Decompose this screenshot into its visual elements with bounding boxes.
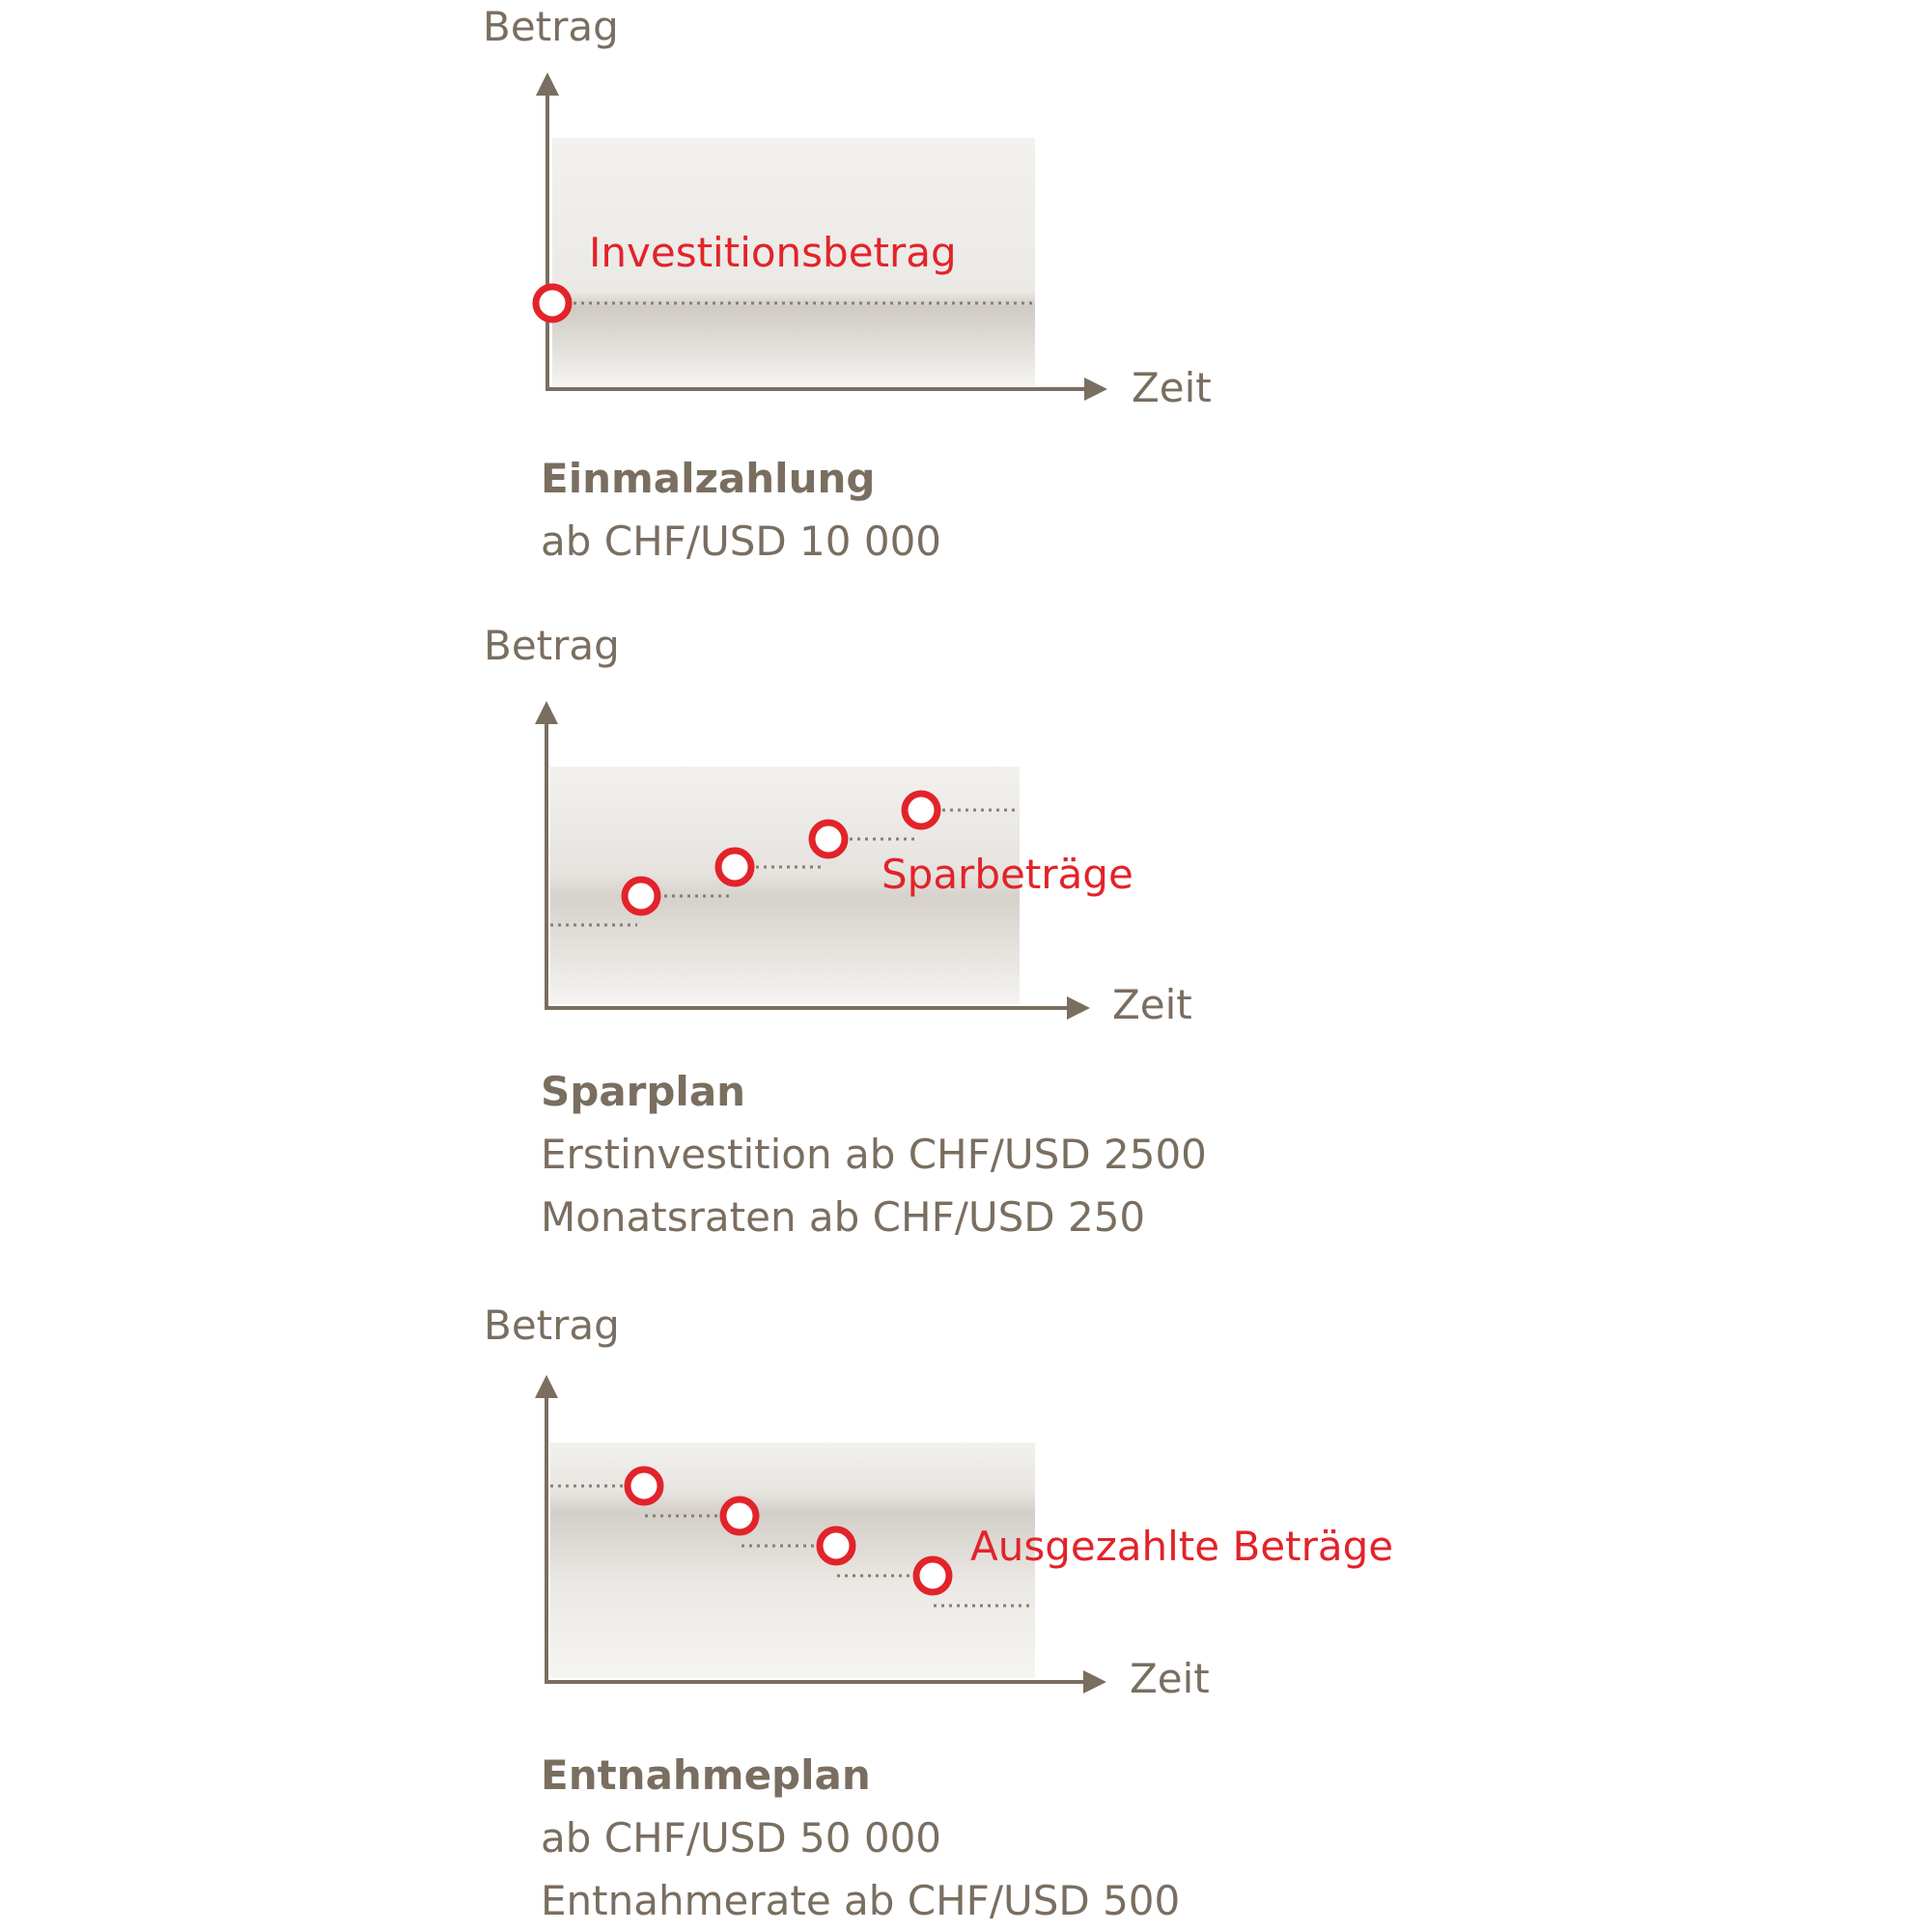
payout-point <box>916 1559 949 1592</box>
payout-point <box>628 1470 660 1502</box>
x-axis-arrow-icon <box>1083 1670 1106 1694</box>
annotation-label: Investitionsbetrag <box>589 229 957 276</box>
caption-line: ab CHF/USD 10 000 <box>541 518 942 565</box>
annotation-label: Ausgezahlte Beträge <box>970 1523 1394 1570</box>
caption-line: ab CHF/USD 50 000 <box>541 1814 942 1862</box>
payment-point <box>536 287 569 320</box>
x-axis-label: Zeit <box>1132 364 1212 411</box>
caption-title: Sparplan <box>541 1068 746 1115</box>
x-axis-arrow-icon <box>1067 996 1090 1020</box>
caption <box>541 447 941 573</box>
savings-point <box>625 880 658 912</box>
caption-title: Entnahmeplan <box>541 1751 871 1799</box>
savings-point <box>812 823 845 855</box>
x-axis-arrow-icon <box>1084 378 1107 401</box>
caption-line: Monatsraten ab CHF/USD 250 <box>541 1193 1146 1241</box>
savings-point <box>718 851 751 883</box>
caption <box>541 1060 1207 1248</box>
caption-line: Erstinvestition ab CHF/USD 2500 <box>541 1131 1207 1178</box>
y-axis-arrow-icon <box>535 1375 558 1398</box>
caption <box>541 1744 1180 1932</box>
caption-line: Entnahmerate ab CHF/USD 500 <box>541 1877 1181 1924</box>
x-axis-label: Zeit <box>1130 1655 1210 1702</box>
caption-title: Einmalzahlung <box>541 455 876 502</box>
annotation-label: Sparbeträge <box>882 851 1133 898</box>
einmalzahlung-diagram <box>0 0 1931 628</box>
y-axis-label: Betrag <box>484 1302 620 1349</box>
plot-area <box>550 1442 1035 1678</box>
y-axis-arrow-icon <box>535 701 558 724</box>
payout-point <box>820 1529 853 1562</box>
y-axis-arrow-icon <box>536 72 559 96</box>
payout-point <box>723 1499 756 1532</box>
y-axis-label: Betrag <box>484 622 620 669</box>
x-axis-label: Zeit <box>1112 981 1192 1028</box>
savings-point <box>905 794 938 826</box>
y-axis-label: Betrag <box>483 3 619 50</box>
